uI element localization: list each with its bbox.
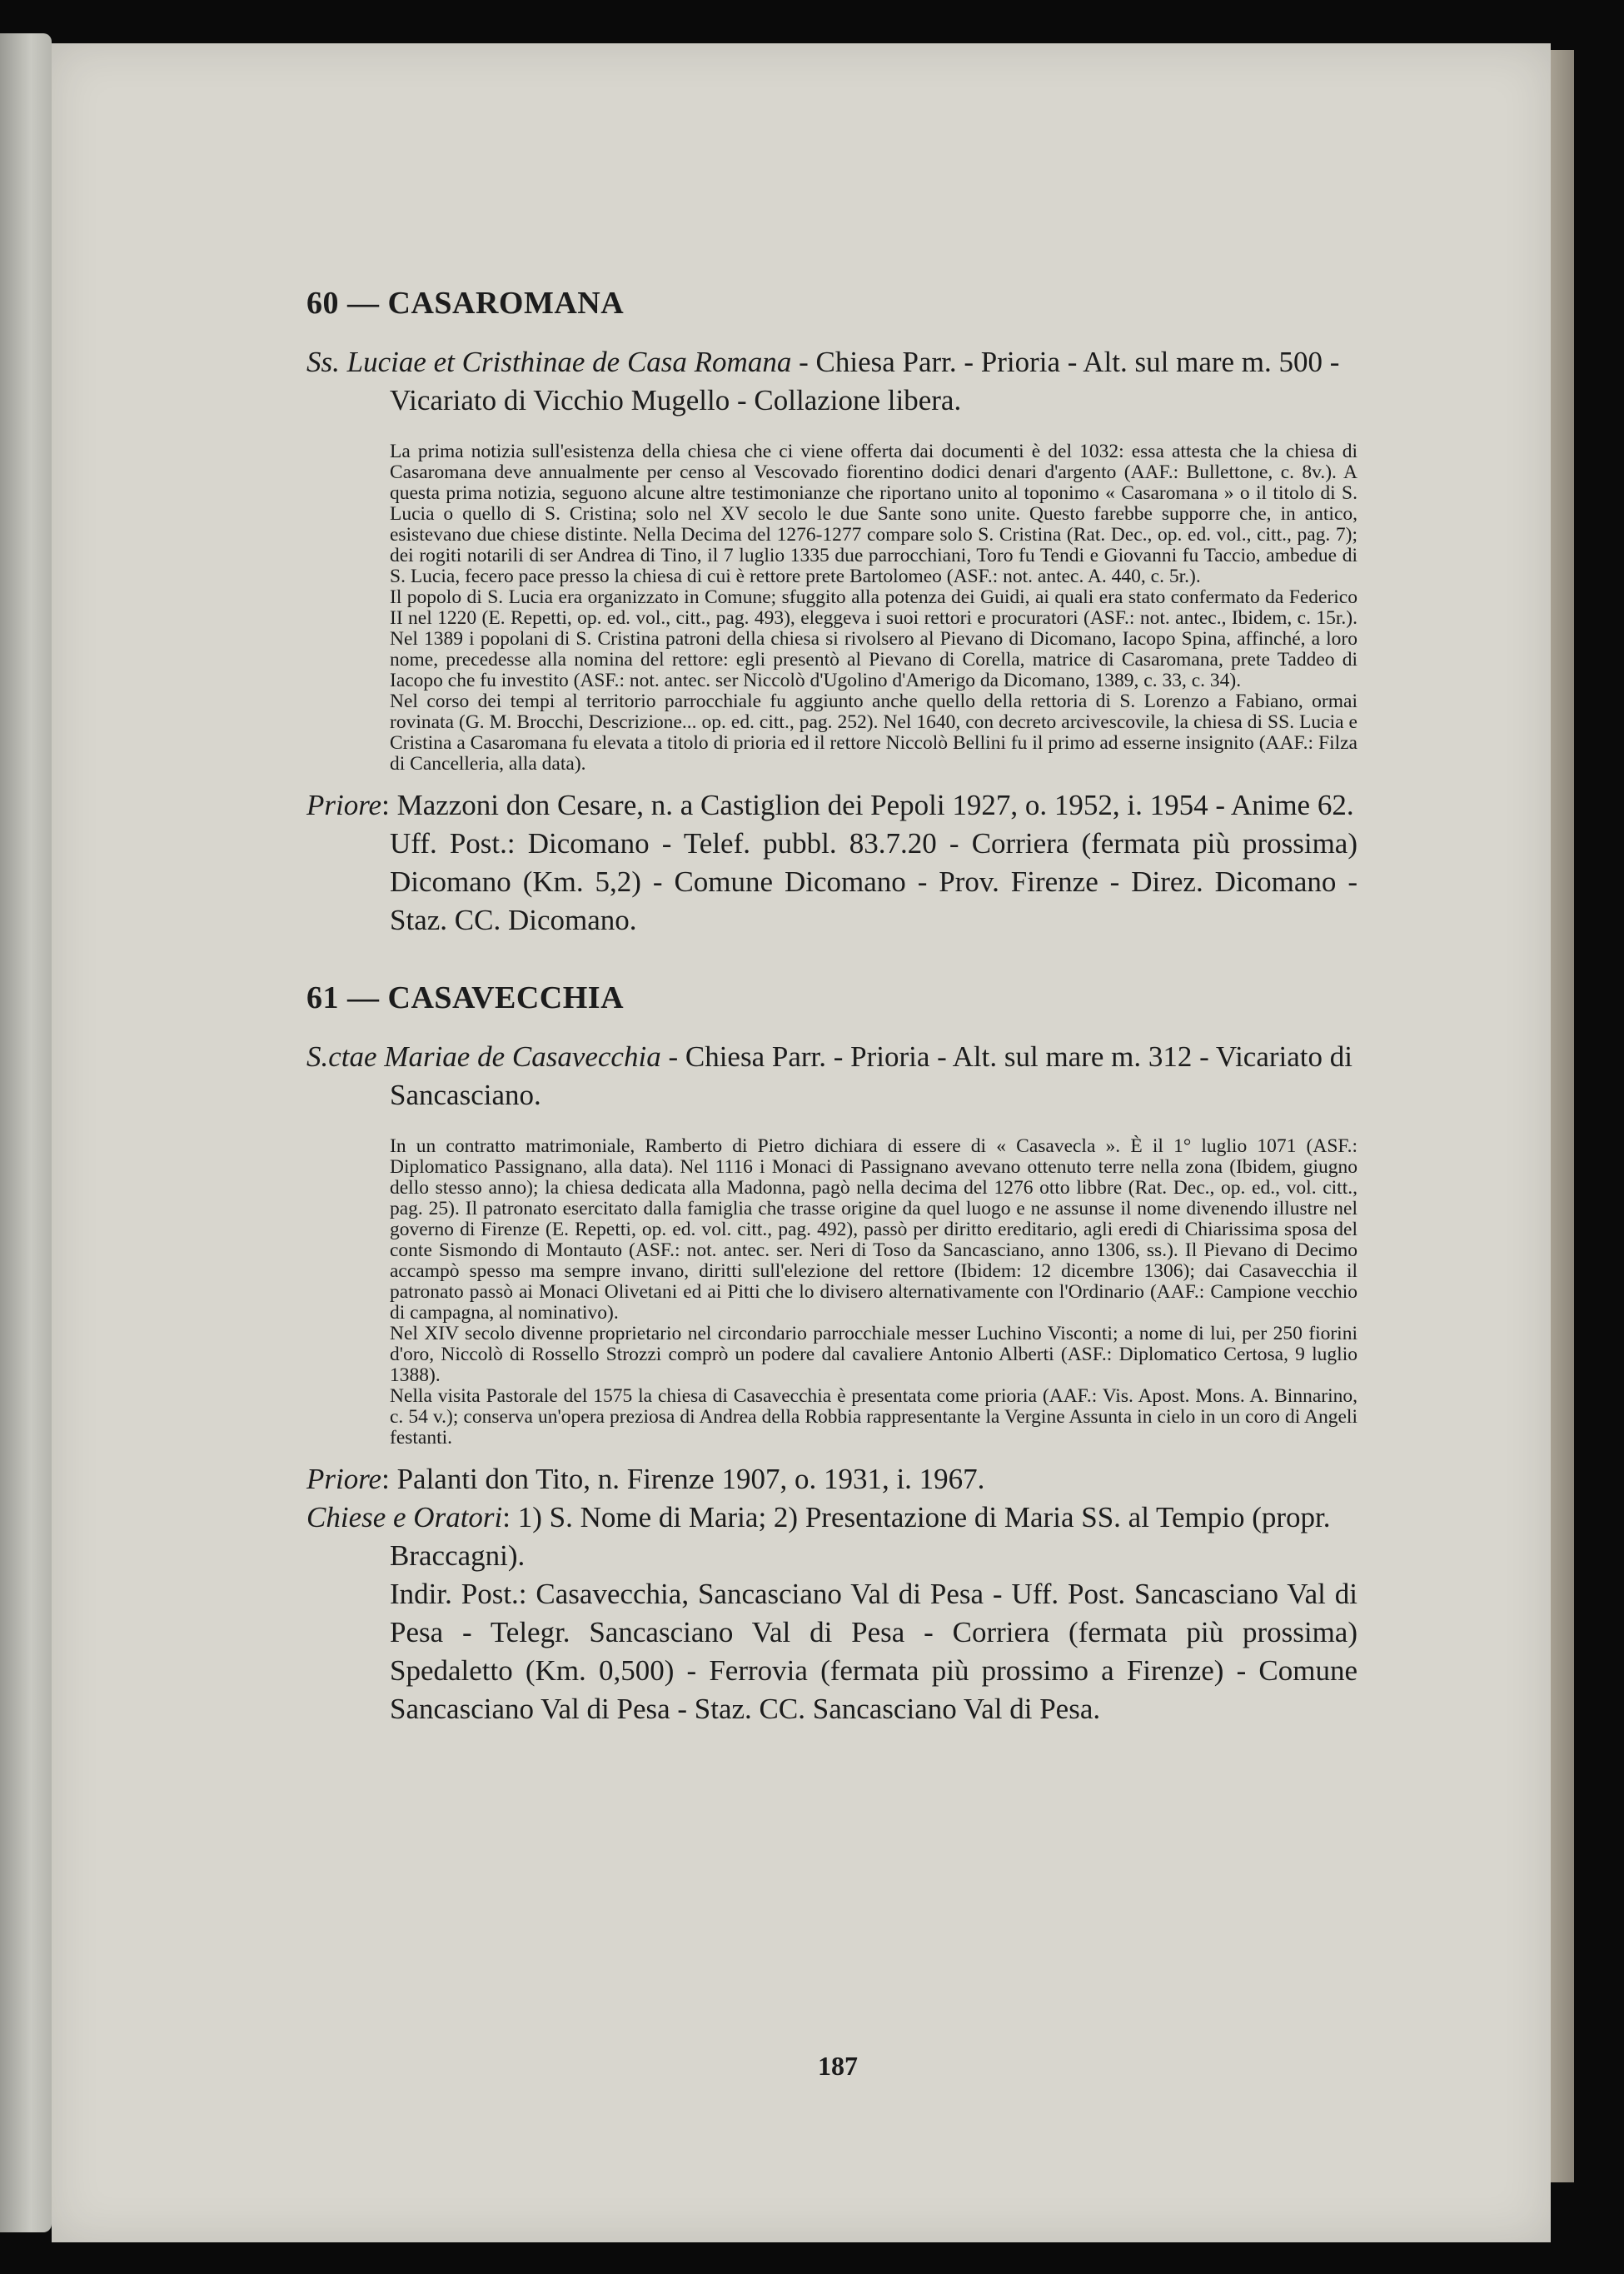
- entry-subtitle: [306, 343, 1357, 420]
- section-gap: [306, 940, 1357, 980]
- latin-title: S.ctae Mariae de Casavecchia: [306, 1040, 661, 1073]
- postal-info: Indir. Post.: Casavecchia, Sancasciano Val di Pesa - Uff. Post. Sancasciano Val di Pesa - Telegr. Sancasciano Val di Pesa - Corriera (fermata più prossima) Spedaletto (Km. 0,500) - Ferrovia (fermata più prossimo a Firenze) - Comune Sancasciano Val di Pesa - Staz. CC. Sancasciano Val di Pesa.: [390, 1578, 1357, 1725]
- history-paragraph: Nel corso dei tempi al territorio parrocchiale fu aggiunto anche quello della rettoria di S. Lorenzo a Fabiano, ormai rovinata (G. M. Brocchi, Descrizione... op. ed. citt., pag. 252). Nel 1640, con decreto arcivescovile, la chiesa di SS. Lucia e Cristina a Casaromana fu elevata a titolo di prioria ed il rettore Niccolò Bellini fu il primo ad esserne insignito (AAF.: Filza di Cancelleria, alla data).: [390, 691, 1357, 775]
- latin-title: Ss. Luciae et Cristhinae de Casa Romana: [306, 346, 792, 378]
- history-paragraph: Il popolo di S. Lucia era organizzato in Comune; sfuggito alla potenza dei Guidi, ai quali era stato confermato da Federico II nel 1220 (E. Repetti, op. ed. vol., citt., pag. 493), eleggeva i suoi rettori e procuratori (ASF.: not. antec., Ibidem, c. 15r.). Nel 1389 i popolani di S. Cristina patroni della chiesa si rivolsero al Pievano di Dicomano, Iacopo Spina, affinché, a loro nome, precedesse alla nomina del rettore: egli presentò al Pievano di Corella, matrice di Casaromana, prete Taddeo di Iacopo che fu investito (ASF.: not. antec. ser Niccolò d'Ugolino d'Amerigo da Dicomano, 1389, c. 33, c. 34).: [390, 586, 1357, 691]
- priore-text: : Mazzoni don Cesare, n. a Castiglion dei Pepoli 1927, o. 1952, i. 1954 - Anime 62.: [381, 789, 1354, 821]
- priore-label: Priore: [306, 789, 382, 821]
- postal-info: Uff. Post.: Dicomano - Telef. pubbl. 83.7.20 - Corriera (fermata più prossima) Dicomano (Km. 5,2) - Comune Dicomano - Prov. Firenze - Direz. Dicomano - Staz. CC. Dicomano.: [390, 827, 1357, 936]
- subtitle-details: - Chiesa Parr. - Prioria - Alt. sul mare m. 312 - Vicariato di Sancasciano.: [390, 1040, 1353, 1111]
- left-page-edge: [0, 33, 52, 2232]
- subtitle-details: - Chiesa Parr. - Prioria - Alt. sul mare m. 500 - Vicariato di Vicchio Mugello - Collazione libera.: [390, 346, 1340, 416]
- entry-casaromana: [306, 285, 1357, 940]
- page-content: [306, 285, 1357, 1728]
- priore-text: : Palanti don Tito, n. Firenze 1907, o. 1931, i. 1967.: [381, 1463, 985, 1495]
- history-text: [390, 441, 1357, 775]
- entry-subtitle: [306, 1038, 1357, 1115]
- history-paragraph: Nel XIV secolo divenne proprietario nel circondario parrocchiale messer Luchino Visconti; a nome di lui, per 250 fiorini d'oro, Niccolò di Rossello Strozzi comprò un podere dal cavaliere Antonio Alberti (ASF.: Diplomatico Certosa, 9 luglio 1388).: [390, 1323, 1357, 1386]
- entry-heading: 61 — CASAVECCHIA: [306, 980, 625, 1015]
- chiese-text: : 1) S. Nome di Maria; 2) Presentazione di Maria SS. al Tempio (propr. Braccagni).: [390, 1501, 1331, 1572]
- priore-line: [306, 786, 1357, 825]
- history-paragraph: In un contratto matrimoniale, Ramberto di Pietro dichiara di essere di « Casavecla ». È il 1° luglio 1071 (ASF.: Diplomatico Passignano, alla data). Nel 1116 i Monaci di Passignano avevano ottenuto terre nella zona (Ibidem, giugno dello stesso anno); la chiesa dedicata alla Madonna, pagò nella decima del 1276 otto libbre (Rat. Dec., op. ed., vol. citt., pag. 25). Il patronato esercitato dalla famiglia che trasse origine da quel luogo e ne assunse il nome divenendo illustre nel governo di Firenze (E. Repetti, op. ed. vol. citt., pag. 492), passò per diritto ereditario, agli eredi di Chiarissima sposa del conte Sismondo di Montauto (ASF.: not. antec. ser. Neri di Toso da Sancasciano, anno 1306, ss.). Il Pievano di Decimo accampò spesso ma sempre invano, diritti sull'elezione del rettore (Ibidem: 12 dicembre 1306); dai Casavecchia il patronato passò ai Monaci Olivetani ed ai Pitti che lo divisero alternativamente con l'Ordinario (AAF.: Campione vecchio di campagna, al nominativo).: [390, 1135, 1357, 1324]
- priore-label: Priore: [306, 1463, 382, 1495]
- entry-heading: 60 — CASAROMANA: [306, 286, 625, 321]
- history-paragraph: La prima notizia sull'esistenza della chiesa che ci viene offerta dai documenti è del 1032: essa attesta che la chiesa di Casaromana deve annualmente per censo al Vescovado fiorentino dodici denari d'argento (AAF.: Bullettone, c. 8v.). A questa prima notizia, seguono alcune altre testimonianze che riportano unito al toponimo « Casaromana » o il titolo di S. Lucia o quello di S. Cristina; solo nel XV secolo le due Sante sono unite. Questo farebbe supporre che, in antico, esistevano due chiese distinte. Nella Decima del 1276-1277 compare solo S. Cristina (Rat. Dec., op. ed. vol., citt., pag. 7); dei rogiti notarili di ser Andrea di Tino, il 7 luglio 1335 due parrocchiani, Toro fu Tendi e Giovanni fu Taccio, ambedue di S. Lucia, fecero pace presso la chiesa di cui è rettore prete Bartolomeo (ASF.: not. antec. A. 440, c. 5r.).: [390, 441, 1357, 587]
- page-number: 187: [818, 2051, 858, 2081]
- chiese-line: [306, 1499, 1357, 1575]
- book-page: [52, 43, 1551, 2242]
- entry-casavecchia: [306, 980, 1357, 1728]
- history-text: [390, 1136, 1357, 1449]
- chiese-label: Chiese e Oratori: [306, 1501, 503, 1533]
- history-paragraph: Nella visita Pastorale del 1575 la chiesa di Casavecchia è presentata come prioria (AAF.: Vis. Apost. Mons. A. Binnarino, c. 54 v.); conserva un'opera preziosa di Andrea della Robbia rappresentante la Vergine Assunta in cielo in un coro di Angeli festanti.: [390, 1385, 1357, 1449]
- priore-line: [306, 1460, 1357, 1499]
